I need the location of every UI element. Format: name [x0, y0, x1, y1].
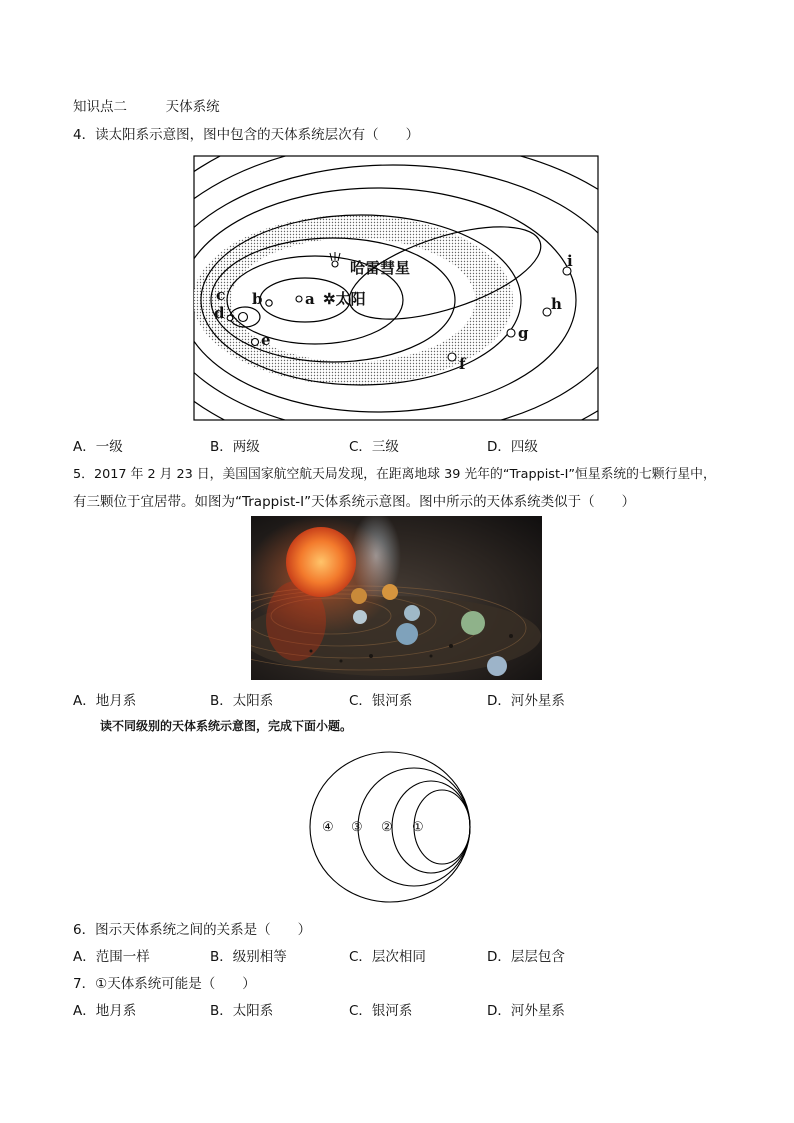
group-intro: 读不同级别的天体系统示意图，完成下面小题。: [100, 719, 353, 733]
section-title: 天体系统: [165, 99, 220, 115]
label-a: a: [305, 290, 315, 308]
star-trappist: [286, 527, 356, 597]
planet-h: [543, 308, 551, 316]
question-4-options: [73, 435, 633, 453]
planet-f: [448, 353, 456, 361]
solar-system-diagram: [193, 155, 599, 427]
question-5-stem-line2: 有三颗位于宜居带。如图为“Trappist-I”天体系统示意图。图中所示的天体系统类似于（ ）: [73, 494, 636, 510]
planet-g: [507, 329, 515, 337]
question-7-stem: 7．①天体系统可能是（ ）: [73, 976, 256, 992]
label-f: f: [459, 355, 466, 373]
q5-option-d[interactable]: D．河外星系: [487, 693, 565, 709]
comet-label: 哈雷彗星: [350, 259, 411, 277]
nested-systems-diagram: [308, 750, 478, 910]
label-b: b: [252, 290, 263, 308]
planet-e: [252, 339, 259, 346]
system-ring-2: [392, 781, 470, 873]
q4-option-d[interactable]: D．四级: [487, 439, 538, 455]
question-6-options: [73, 945, 633, 963]
q4-option-b[interactable]: B．两级: [210, 439, 260, 455]
label-e: e: [261, 331, 271, 349]
q5-option-c[interactable]: C．银河系: [349, 693, 413, 709]
q6-option-c[interactable]: C．层次相同: [349, 949, 426, 965]
label-1: ①: [412, 820, 424, 835]
q4-option-a[interactable]: A．一级: [73, 439, 123, 455]
label-4: ④: [322, 820, 334, 835]
q7-option-d[interactable]: D．河外星系: [487, 1003, 565, 1019]
moon-d: [227, 315, 233, 321]
label-g: g: [518, 324, 529, 342]
q6-option-d[interactable]: D．层层包含: [487, 949, 565, 965]
label-d: d: [214, 304, 225, 322]
planet-b: [266, 300, 272, 306]
question-7-options: [73, 999, 633, 1017]
q5-option-b[interactable]: B．太阳系: [210, 693, 274, 709]
question-6-stem: 6．图示天体系统之间的关系是（ ）: [73, 922, 312, 938]
question-4-stem: 4．读太阳系示意图，图中包含的天体系统层次有（ ）: [73, 127, 420, 143]
label-i: i: [567, 252, 573, 270]
label-h: h: [551, 295, 562, 313]
label-2: ②: [381, 820, 393, 835]
q6-option-a[interactable]: A．范围一样: [73, 949, 150, 965]
q6-option-b[interactable]: B．级别相等: [210, 949, 287, 965]
label-c: c: [216, 286, 226, 304]
label-3: ③: [351, 820, 363, 835]
section-heading: [73, 95, 220, 115]
planet-a: [296, 296, 302, 302]
q4-option-c[interactable]: C．三级: [349, 439, 399, 455]
q7-option-b[interactable]: B．太阳系: [210, 1003, 274, 1019]
sun-label: ✲太阳: [323, 290, 366, 308]
question-5-options: [73, 689, 633, 707]
q7-option-c[interactable]: C．银河系: [349, 1003, 413, 1019]
section-label: 知识点二: [73, 99, 127, 115]
planet-c: [239, 313, 248, 322]
q7-option-a[interactable]: A．地月系: [73, 1003, 137, 1019]
question-5-stem-line1: 5．2017 年 2 月 23 日，美国国家航空航天局发现，在距离地球 39 光年的“Trappist-I”恒星系统的七颗行星中，: [73, 467, 716, 482]
trappist-image: [251, 516, 542, 684]
q5-option-a[interactable]: A．地月系: [73, 693, 137, 709]
